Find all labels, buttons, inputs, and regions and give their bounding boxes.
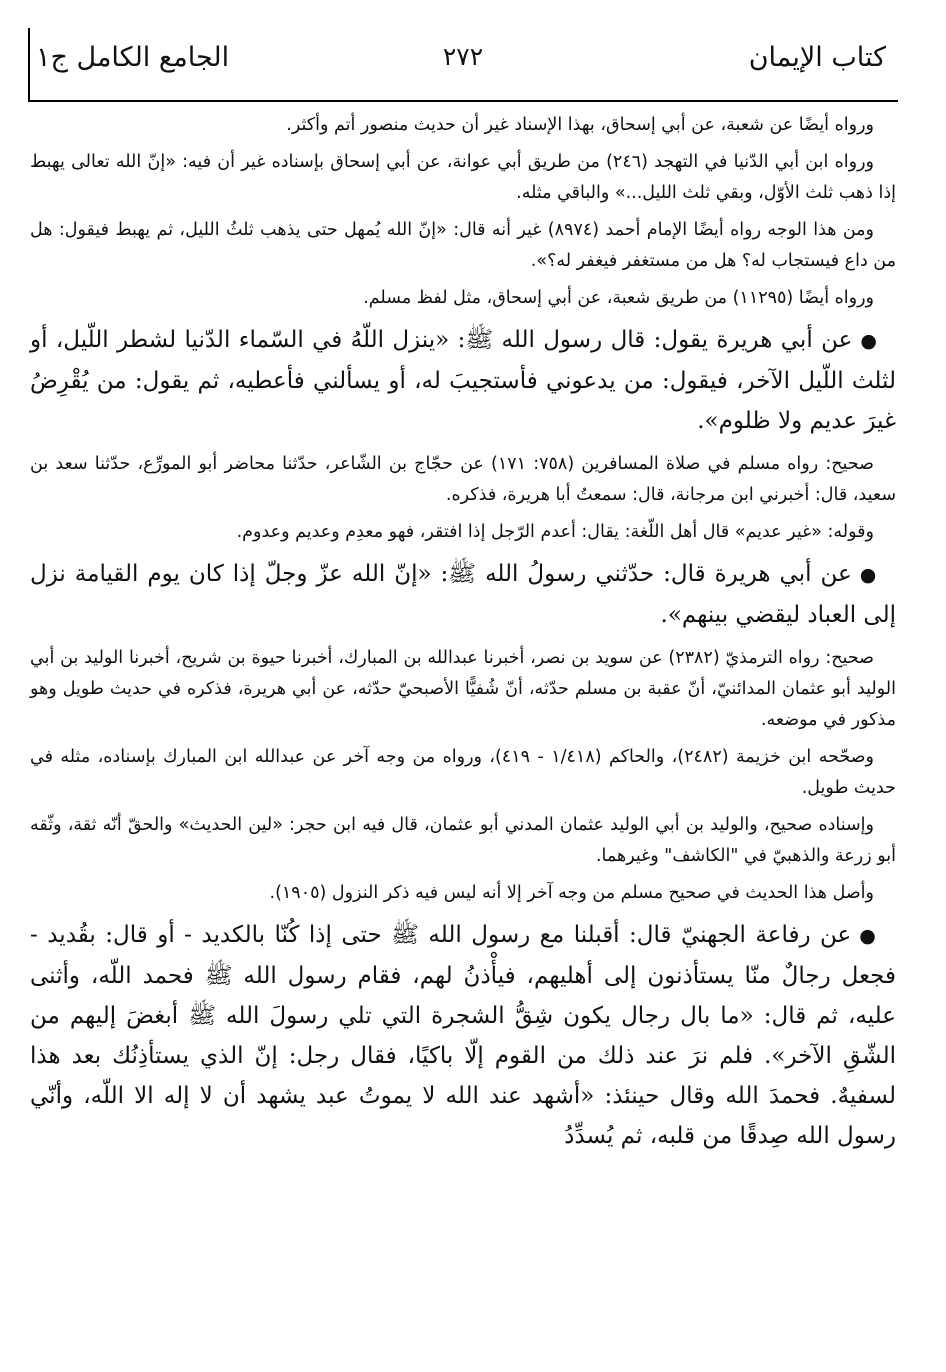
paragraph-text: وقوله: «غير عديم» قال أهل اللّغة: يقال: أعدم الرّجل إذا افتقر، فهو معدِم وعديم وعدوم. bbox=[236, 522, 874, 542]
commentary-paragraph bbox=[30, 878, 896, 909]
commentary-paragraph bbox=[30, 742, 896, 804]
page-number: ٢٧٢ bbox=[442, 42, 484, 71]
paragraph-text: صحيح: رواه الترمذيّ (٢٣٨٢) عن سويد بن نصر، أخبرنا عبدالله بن المبارك، أخبرنا حيوة بن شريح، أخبرنا الوليد بن أبي الوليد أبو عثمان المدائنيّ، أنّ عقبة بن مسلم حدّثه، أنّ شُفيًّا الأصبحيّ حدّثه، عن أبي هريرة، فذكره في حديث طويل وهو مذكور في موضعه. bbox=[30, 648, 896, 730]
paragraph-text: ورواه أيضًا عن شعبة، عن أبي إسحاق، بهذا الإسناد غير أن حديث منصور أتم وأكثر. bbox=[286, 115, 874, 135]
hadith-paragraph bbox=[30, 915, 896, 1156]
header-left-rule bbox=[28, 28, 30, 100]
paragraph-text: ورواه ابن أبي الدّنيا في التهجد (٢٤٦) من طريق أبي عوانة، عن أبي إسحاق بإسناده غير أن فيه: «إنّ الله تعالى يهبط إذا ذهب ثلث الأوّل، وبقي ثلث الليل...» والباقي مثله. bbox=[30, 152, 896, 203]
chapter-title: كتاب الإيمان bbox=[748, 42, 886, 73]
paragraph-text: عن رفاعة الجهنيّ قال: أقبلنا مع رسول الله ﷺ حتى إذا كُنّا بالكديد - أو قال: بقُديد - فجعل رجالٌ منّا يستأذنون إلى أهليهم، فيأْذنُ لهم، فقام رسول الله ﷺ فحمد اللّه، وأثنى عليه، ثم قال: «ما بال رجال يكون شِقُّ الشجرة التي تلي رسولَ الله ﷺ أبغضَ إليهم من الشّقِ الآخر». فلم نرَ عند ذلك من القوم إلّا باكيًا، فقال رجل: إنّ الذي يستأذِنُك بعد هذا لسفيهٌ. فحمدَ الله وقال حينئذ: «أشهد عند الله لا يموتُ عبد يشهد أن لا إله الا اللّه، وأنّي رسول الله صِدقًا من قلبه، ثم يُسدِّدُ bbox=[30, 922, 896, 1149]
paragraph-text: عن أبي هريرة يقول: قال رسول الله ﷺ: «ينزل اللّهُ في السّماء الدّنيا لشطر اللّيل، أو لثلث اللّيل الآخر، فيقول: من يدعوني فأستجيبَ له، أو يسألني فأعطيه، ثم يقول: من يُقْرِضُ غيرَ عديم ولا ظلوم». bbox=[30, 327, 896, 434]
paragraph-text: وأصل هذا الحديث في صحيح مسلم من وجه آخر إلا أنه ليس فيه ذكر النزول (١٩٠٥). bbox=[269, 883, 874, 903]
page bbox=[28, 28, 898, 1348]
hadith-paragraph bbox=[30, 554, 896, 635]
paragraph-text: ومن هذا الوجه رواه أيضًا الإمام أحمد (٨٩٧٤) غير أنه قال: «إنّ الله يُمهل حتى يذهب ثلثُ الليل، ثم يهبط فيقول: هل من داع فيستجاب له؟ هل من مستغفر فيغفر له؟». bbox=[30, 220, 896, 271]
bullet-icon: ● bbox=[860, 330, 878, 352]
commentary-paragraph bbox=[30, 110, 896, 141]
commentary-paragraph bbox=[30, 517, 896, 548]
paragraph-text: وإسناده صحيح، والوليد بن أبي الوليد عثمان المدني أبو عثمان، قال فيه ابن حجر: «لين الحديث» والحقّ أنّه ثقة، وثّقه أبو زرعة والذهبيّ في "الكاشف" وغيرهما. bbox=[30, 815, 896, 866]
page-body bbox=[28, 102, 898, 1156]
book-title: الجامع الكامل ج١ bbox=[36, 42, 230, 73]
paragraph-text: عن أبي هريرة قال: حدّثني رسولُ الله ﷺ: «إنّ الله عزّ وجلّ إذا كان يوم القيامة نزل إلى العباد ليقضي بينهم». bbox=[30, 561, 896, 628]
bullet-icon: ● bbox=[859, 564, 878, 586]
bullet-icon: ● bbox=[859, 925, 878, 947]
commentary-paragraph bbox=[30, 643, 896, 736]
commentary-paragraph bbox=[30, 449, 896, 511]
commentary-paragraph bbox=[30, 147, 896, 209]
paragraph-text: ورواه أيضًا (١١٢٩٥) من طريق شعبة، عن أبي إسحاق، مثل لفظ مسلم. bbox=[363, 288, 874, 308]
commentary-paragraph bbox=[30, 810, 896, 872]
hadith-paragraph bbox=[30, 320, 896, 441]
commentary-paragraph bbox=[30, 215, 896, 277]
commentary-paragraph bbox=[30, 283, 896, 314]
page-header bbox=[28, 28, 898, 102]
paragraph-text: وصحّحه ابن خزيمة (٢٤٨٢)، والحاكم (١/٤١٨ - ٤١٩)، ورواه من وجه آخر عن عبدالله ابن المبارك بإسناده، مثله في حديث طويل. bbox=[30, 747, 896, 798]
paragraph-text: صحيح: رواه مسلم في صلاة المسافرين (٧٥٨: ١٧١) عن حجّاج بن الشّاعر، حدّثنا محاضر أبو المورِّع، حدّثنا سعد بن سعيد، قال: أخبرني ابن مرجانة، قال: سمعتُ أبا هريرة، فذكره. bbox=[30, 454, 896, 505]
